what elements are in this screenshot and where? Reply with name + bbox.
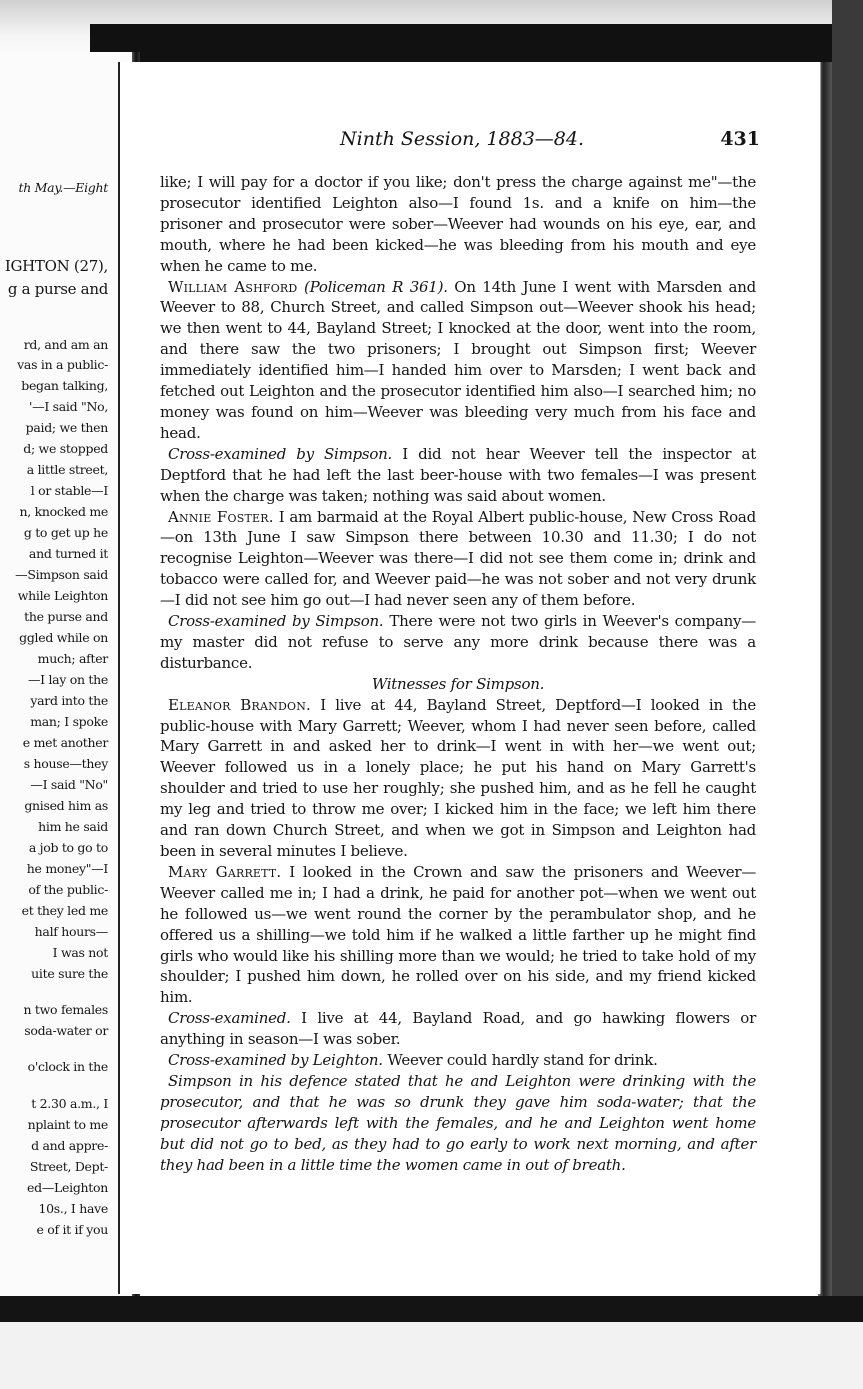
paragraph-cross-examination-4 (160, 1050, 756, 1071)
left-page-line: of the public- (28, 882, 108, 897)
page-header (160, 128, 760, 160)
left-page-line: he money"—I (26, 861, 108, 876)
left-page-line: the purse and (24, 609, 108, 624)
left-page-line: e of it if you (36, 1222, 108, 1237)
left-page-line: IGHTON (27), (4, 257, 108, 275)
left-page-line: s house—they (23, 756, 108, 771)
left-page-line: and turned it (28, 546, 108, 561)
left-page (0, 52, 133, 1314)
witness-name: William Ashford (168, 277, 298, 296)
paragraph-mary-garrett (160, 862, 756, 1008)
left-page-line: nplaint to me (27, 1117, 108, 1132)
left-page-line: soda-water or (24, 1023, 108, 1038)
left-page-line: began talking, (21, 378, 108, 393)
testimony-text: I looked in the Crown and saw the prisoners and Weever—Weever called me in; I had a drink, he paid for another pot—when we went out he followed us—we went round the corner by the perambulator shop, and he offered us a shilling—we told him if he walked a little farther up he might find girls who would like his shilling more than we would; he tried to take hold of my shoulder; I pushed him down, he rolled over on his side, and my friend kicked him. (160, 862, 756, 1007)
testimony-text: On 14th June I went with Marsden and Weever to 88, Church Street, and called Simpson out—Weever shook his head; we then went to 44, Bayland Street; I knocked at the door, went into the room, and there saw the two prisoners; I brought out Simpson first; Weever immediately identified him—I handed him over to Marsden; I went back and fetched out Leighton and the prosecutor identified him also—I searched him; no money was found on him—Weever was bleeding very much from his face and head. (160, 277, 756, 442)
left-page-line: man; I spoke (30, 714, 108, 729)
witness-name: Eleanor Brandon. (168, 695, 311, 714)
book-top-edge (90, 24, 863, 62)
left-page-line: '—I said "No, (29, 399, 108, 414)
book-bottom-edge (0, 1296, 863, 1322)
left-page-line: 10s., I have (38, 1201, 108, 1216)
testimony-text: I did not hear Weever tell the inspector at Deptford that he had left the last beer-house with two females—I was present when the charge was taken; nothing was said about women. (160, 444, 756, 505)
left-page-line: much; after (37, 651, 108, 666)
left-page-line: half hours— (34, 924, 108, 939)
paragraph-cross-examination-3 (160, 1008, 756, 1050)
left-page-line: l or stable—I (30, 483, 108, 498)
scan-border (832, 0, 863, 1389)
paragraph-cross-examination-1 (160, 444, 756, 507)
left-page-line: d; we stopped (23, 441, 108, 456)
page-body (160, 172, 756, 1176)
left-page-line: a job to go to (28, 840, 108, 855)
paragraph-defence-statement: Simpson in his defence stated that he and Leighton were drinking with the prosecutor, and that he was so drunk they gave him soda-water; that the prosecutor afterwards left with the females, and he and Leighton went home but did not go to bed, as they had to go early to work next morning, and after they had been in a little time the women came in out of breath. (160, 1071, 756, 1174)
testimony-text: I live at 44, Bayland Road, and go hawking flowers or anything in season—I was sober. (160, 1009, 756, 1049)
witnesses-heading: Witnesses for Simpson. (371, 674, 545, 693)
testimony-text: Weever could hardly stand for drink. (387, 1051, 658, 1070)
witness-name: Annie Foster. (168, 507, 274, 526)
testimony-text: I live at 44, Bayland Street, Deptford—I looked in the public-house with Mary Garrett; Weever, whom I had never seen before, called Mary Garrett in and asked her to drink—I went in with her—we went out; Weever followed us in a lonely place; he put his hand on Mary Garrett's shoulder and tried to use her roughly; she pushed him, and as he fell he caught my leg and tried to throw me over; I kicked him in the face; we left him there and ran down Church Street, and when we got in Simpson and Leighton had been in several minutes I believe. (160, 695, 756, 860)
left-page-line: gnised him as (24, 798, 108, 813)
testimony-text: I am barmaid at the Royal Albert public-house, New Cross Road—on 13th June I saw Simpson there between 10.30 and 11.30; I do not recognise Leighton—Weever was there—I did not see them come in; drink and tobacco were called for, and Weever paid—he was not sober and not very drunk—I did not see him go out—I had never seen any of them before. (160, 507, 756, 610)
left-page-line: —I lay on the (27, 672, 108, 687)
left-page-line: n two females (23, 1002, 108, 1017)
left-page-line: uite sure the (31, 966, 108, 981)
left-page-line: ed—Leighton (27, 1180, 108, 1195)
left-page-line: e met another (22, 735, 108, 750)
left-page-line: while Leighton (17, 588, 108, 603)
left-page-line: paid; we then (25, 420, 108, 435)
left-page-line: d and appre- (31, 1138, 108, 1153)
left-page-line: —Simpson said (15, 567, 108, 582)
left-page-line: I was not (52, 945, 108, 960)
cross-examination-label: Cross-examined by Simpson. (168, 444, 393, 463)
paragraph-cross-examination-2 (160, 611, 756, 674)
left-page-line: th May.—Eight (18, 180, 108, 195)
left-page-line: yard into the (30, 693, 108, 708)
left-page-line: ggled while on (19, 630, 108, 645)
paragraph-annie-foster (160, 507, 756, 612)
witness-name: Mary Garrett. (168, 862, 282, 881)
left-page-line: t 2.30 a.m., I (31, 1096, 108, 1111)
left-page-line: n, knocked me (19, 504, 108, 519)
cross-examination-label: Cross-examined by Leighton. (168, 1051, 383, 1070)
left-page-line: a little street, (26, 462, 108, 477)
left-page-line: et they led me (21, 903, 108, 918)
running-head: Ninth Session, 1883—84. (340, 128, 585, 150)
cross-examination-label: Cross-examined by Simpson. (168, 612, 384, 631)
paragraph-eleanor-brandon (160, 695, 756, 862)
left-page-line: —I said "No" (30, 777, 108, 792)
scan-bottom-area (0, 1322, 863, 1389)
paragraph-continued-testimony: like; I will pay for a doctor if you like; don't press the charge against me"—the prosecutor identified Leighton also—I found 1s. and a knife on him—the prisoner and prosecutor were sober—Weever had wounds on his eye, ear, and mouth, where he had been kicked—he was bleeding from his mouth and eye when he came to me. (160, 173, 756, 275)
testimony-text: There were not two girls in Weever's company—my master did not refuse to serve any more drink because there was a disturbance. (160, 612, 756, 672)
left-page-line: Street, Dept- (29, 1159, 108, 1174)
left-page-line: vas in a public- (17, 357, 108, 372)
left-page-line: him he said (38, 819, 108, 834)
witness-role: (Policeman R 361). (304, 277, 448, 296)
cross-examination-label: Cross-examined. (168, 1009, 291, 1028)
left-page-line: o'clock in the (27, 1059, 108, 1074)
left-page-line: g a purse and (7, 280, 108, 298)
left-page-line: g to get up he (23, 525, 108, 540)
paragraph-william-ashford (160, 277, 756, 444)
page-number: 431 (720, 128, 760, 150)
left-page-line: rd, and am an (23, 337, 108, 352)
